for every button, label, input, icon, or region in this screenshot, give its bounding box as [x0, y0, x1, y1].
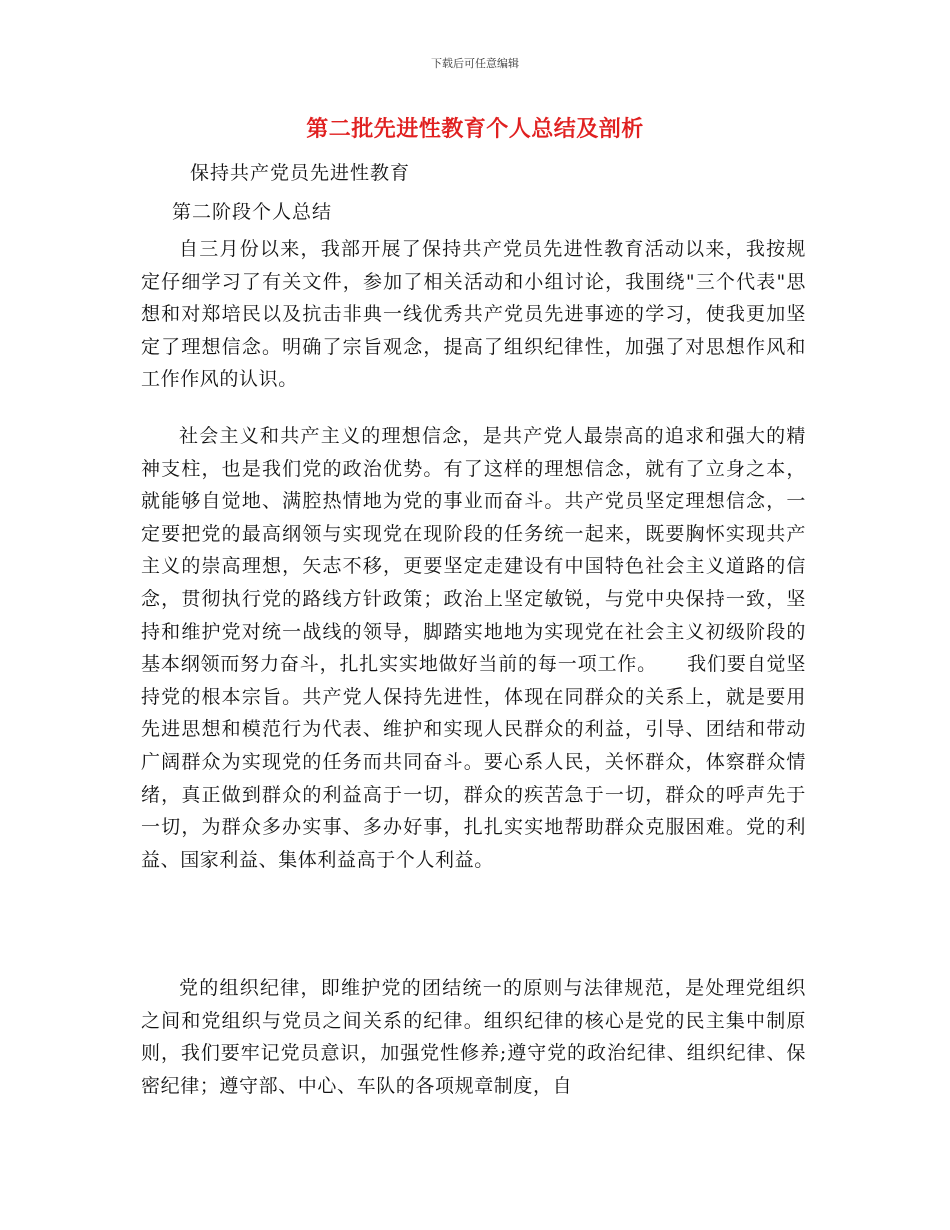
paragraph-block-3	[141, 972, 806, 1102]
paragraph: 党的组织纪律，即维护党的团结统一的原则与法律规范，是处理党组织之间和党组织与党员之间关系的纪律。组织纪律的核心是党的民主集中制原则，我们要牢记党员意识，加强党性修养;遵守党的政治纪律、组织纪律、保密纪律；遵守部、中心、车队的各项规章制度，自	[141, 977, 806, 1097]
subtitle-line-2: 第二阶段个人总结	[172, 201, 333, 223]
paragraph: 自三月份以来，我部开展了保持共产党员先进性教育活动以来，我按规定仔细学习了有关文件，参加了相关活动和小组讨论，我围绕"三个代表"思想和对郑培民以及抗击非典一线优秀共产党员先进事迹的学习，使我更加坚定了理想信念。明确了宗旨观念，提高了组织纪律性，加强了对思想作风和工作作风的认识。	[141, 238, 806, 391]
document-title: 第二批先进性教育个人总结及剖析	[306, 117, 644, 142]
paragraph-block-1	[141, 233, 806, 396]
page-header-note: 下载后可任意编辑	[431, 57, 519, 70]
subtitle-line-1: 保持共产党员先进性教育	[190, 162, 411, 184]
paragraph-block-2	[141, 420, 806, 876]
paragraph: 社会主义和共产主义的理想信念，是共产党人最崇高的追求和强大的精神支柱，也是我们党的政治优势。有了这样的理想信念，就有了立身之本，就能够自觉地、满腔热情地为党的事业而奋斗。共产党员坚定理想信念，一定要把党的最高纲领与实现党在现阶段的任务统一起来，既要胸怀实现共产主义的崇高理想，矢志不移，更要坚定走建设有中国特色社会主义道路的信念，贯彻执行党的路线方针政策；政治上坚定敏锐，与党中央保持一致，坚持和维护党对统一战线的领导，脚踏实地地为实现党在社会主义初级阶段的基本纲领而努力奋斗，扎扎实实地做好当前的每一项工作。 我们要自觉坚持党的根本宗旨。共产党人保持先进性，体现在同群众的关系上，就是要用先进思想和模范行为代表、维护和实现人民群众的利益，引导、团结和带动广阔群众为实现党的任务而共同奋斗。要心系人民，关怀群众，体察群众情绪，真正做到群众的利益高于一切，群众的疾苦急于一切，群众的呼声先于一切，为群众多办实事、多办好事，扎扎实实地帮助群众克服困难。党的利益、国家利益、集体利益高于个人利益。	[141, 425, 806, 871]
